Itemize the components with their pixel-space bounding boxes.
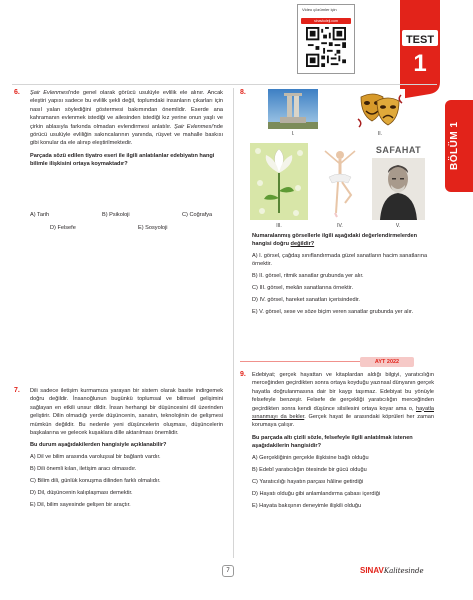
q8-option-c[interactable]: C) III. görsel, mekân sanatlarına örnektir. [252, 285, 354, 292]
question-6-paragraph: Şair Evlenmesi'nde genel olarak görücü usulüyle evlilik ele alınır. Ancak eleştiri yapısı sadece bu evlilik şekli değil, toplumdaki insanların çıkarları için nasıl yalan söylediğini göstermesi bakımından önemlidir. Eserde ana kahramanın evlenmek istediği ve ailesinden istediği kız yerine onun yaşlı ve çirkin ablasıyla farkında olmadan evlendirmesi anlatılır. Şair Evlenmesi'nde görücü usulüyle evliliğin sakıncalarının yanında, rüşvet ve mahalle baskısı gibi konular da ele alınıp eleştirilmektedir. [30, 90, 223, 147]
ayt-badge: AYT 2022 [360, 357, 414, 367]
q6-option-a[interactable]: A) Tarih [30, 212, 50, 218]
q8-option-d[interactable]: D) IV. görsel, hareket sanatları içerisindedir. [252, 297, 360, 304]
q7-option-d[interactable]: D) Dil, düşüncenin kalıplaşması demektir. [30, 489, 133, 496]
theatre-masks-icon [355, 89, 405, 129]
question-7-number: 7. [14, 387, 20, 394]
q6-option-c[interactable]: C) Coğrafya [182, 212, 213, 218]
image-label-3: III. [276, 223, 282, 229]
publisher-logo: SINAVKalitesinde [360, 566, 424, 575]
q7-option-a[interactable]: A) Dil ve bilim arasında varoluşsal bir bağlantı vardır. [30, 453, 161, 460]
q9-option-e[interactable]: E) Hayata bakışının deneyimle ilişkili olduğu [252, 502, 362, 509]
question-6 [30, 89, 223, 169]
test-number: 1 [413, 50, 427, 77]
image-label-1: I. [291, 131, 295, 137]
ayt-badge-line [240, 361, 360, 362]
header-divider [12, 84, 437, 85]
q6-option-b[interactable]: B) Psikoloji [102, 212, 130, 218]
image-theatre-masks [355, 89, 405, 129]
image-label-2: II. [377, 131, 383, 137]
image-monument [268, 89, 318, 129]
image-label-4: IV. [337, 223, 343, 229]
q7-option-b[interactable]: B) Dili önemli kılan, iletişim aracı olmasıdır. [30, 465, 137, 472]
question-6-number: 6. [14, 89, 20, 96]
qr-caption: Video çözümler için [302, 7, 337, 12]
question-6-options [30, 211, 223, 241]
question-8-stem: Numaralanmış görsellerle ilgili aşağıdaki değerlendirmelerden hangisi doğru değildir? [252, 233, 418, 248]
q7-option-e[interactable]: E) Dil, bilim sayesinde gelişen bir araçtır. [30, 501, 131, 508]
question-8 [252, 232, 434, 320]
q7-option-c[interactable]: C) Bilim dili, günlük konuşma dilinden farklı olmalıdır. [30, 477, 161, 484]
image-flower-pattern [250, 143, 308, 220]
question-9-options [252, 454, 434, 510]
work-title-2: Şair Evlenmesi [174, 123, 213, 130]
question-7 [30, 387, 223, 513]
qr-url[interactable]: sinavkoleji.com [301, 18, 351, 24]
image-safahat [372, 143, 425, 220]
image-label-5: V. [395, 223, 401, 229]
section-tab [445, 100, 473, 192]
underlined-phrase: hayatla sınanmayı da bekler [252, 405, 434, 421]
column-divider [233, 88, 234, 558]
question-7-paragraph: Dili sadece iletişim kurmamıza yarayan bir sistem olarak basite indirgemek doğru değildir. İnsanoğlunun bugünkü toplumsal ve bilimsel gelişimini sağlayan en etkili unsur dildir. İnsan herhangi bir düşüncesini dil üzerinden geliştirir. Dilin olmadığı yerde düşüncenin, sanatın, teknolojinin de gelişmesi mümkün değildir. Bu nedenle yeni düşüncelerin oluşması, düşüncelerin başkalarına ve gelecek kuşaklara dille aktarılması önemlidir. [30, 388, 223, 437]
flower-pattern-icon [250, 143, 308, 220]
question-6-stem: Parçada sözü edilen tiyatro eseri ile ilgili anlatılanlar edebiyatın hangi bilimle ilişkisini ortaya koymaktadır? [30, 152, 215, 168]
page-number: 7 [222, 565, 234, 577]
q9-option-b[interactable]: B) Edebî yaratıcılığın ötesinde bir gücü olduğu [252, 466, 367, 473]
qr-code-box[interactable] [297, 4, 355, 74]
q8-option-e[interactable]: E) V. görsel, sese ve söze biçim veren sanatlar grubunda yer alır. [252, 309, 414, 316]
question-9-stem: Bu parçada altı çizili sözle, felsefeyle ilgili anlatılmak istenen aşağıdakilerin hangisidir? [252, 434, 413, 450]
book-title: SAFAHAT [375, 145, 422, 155]
q8-option-b[interactable]: B) II. görsel, ritmik sanatlar grubunda yer alır. [252, 273, 364, 280]
q9-option-d[interactable]: D) Hayatı olduğu gibi anlamlandırma çabası içerdiği [252, 490, 381, 497]
question-8-number: 8. [240, 89, 246, 96]
image-ballerina [315, 143, 365, 220]
work-title-1: Şair Evlenmesi [30, 90, 70, 96]
q6-option-d[interactable]: D) Felsefe [50, 225, 76, 231]
test-badge [400, 0, 458, 100]
question-7-stem: Bu durum aşağıdakilerden hangisiyle açıklanabilir? [30, 442, 167, 449]
q6-option-e[interactable]: E) Sosyoloji [138, 225, 168, 231]
test-label: TEST [405, 34, 435, 46]
ballerina-icon [315, 143, 365, 220]
monument-icon [268, 89, 318, 129]
question-9-paragraph: Edebiyat; gerçek hayattan ve kitaplardan aldığı bilgiyi, yaratıcılığın merceğinden geçirdikten sonra ortaya koyduğu yazınsal dünyanın gerçek hayatla doğrulanmasına dair bir kaygı taşımaz. Edebiyat bu yönüyle felsefeyle benzeşir. Felsefe de gerçekliği yaratıcılığın merceğinden geçirdikten sonra kendi düşünce silsilesini ortaya koyar ama o, hayatla sınanmayı da bekler. Gerçek hayat ile arasındaki köprüleri her zaman korumaya çalışır. [252, 372, 434, 429]
question-8-emphasis: değildir? [290, 241, 315, 248]
q9-option-c[interactable]: C) Yaratıcılığı hayatın parçası hâline getirdiği [252, 478, 364, 485]
section-tab-label: BÖLÜM 1 [449, 121, 460, 170]
q9-option-a[interactable]: A) Gerçekliğinin gerçekle ilişkisine bağlı olduğu [252, 454, 369, 461]
question-9 [252, 371, 434, 514]
question-7-options [30, 453, 223, 509]
question-9-number: 9. [240, 371, 246, 378]
q8-option-a[interactable]: A) I. görsel, çağdaş sınıflandırmada güzel sanatların hacim sanatlarına örnektir. [252, 252, 428, 268]
question-8-options [252, 252, 434, 317]
qr-code-icon [306, 27, 346, 67]
